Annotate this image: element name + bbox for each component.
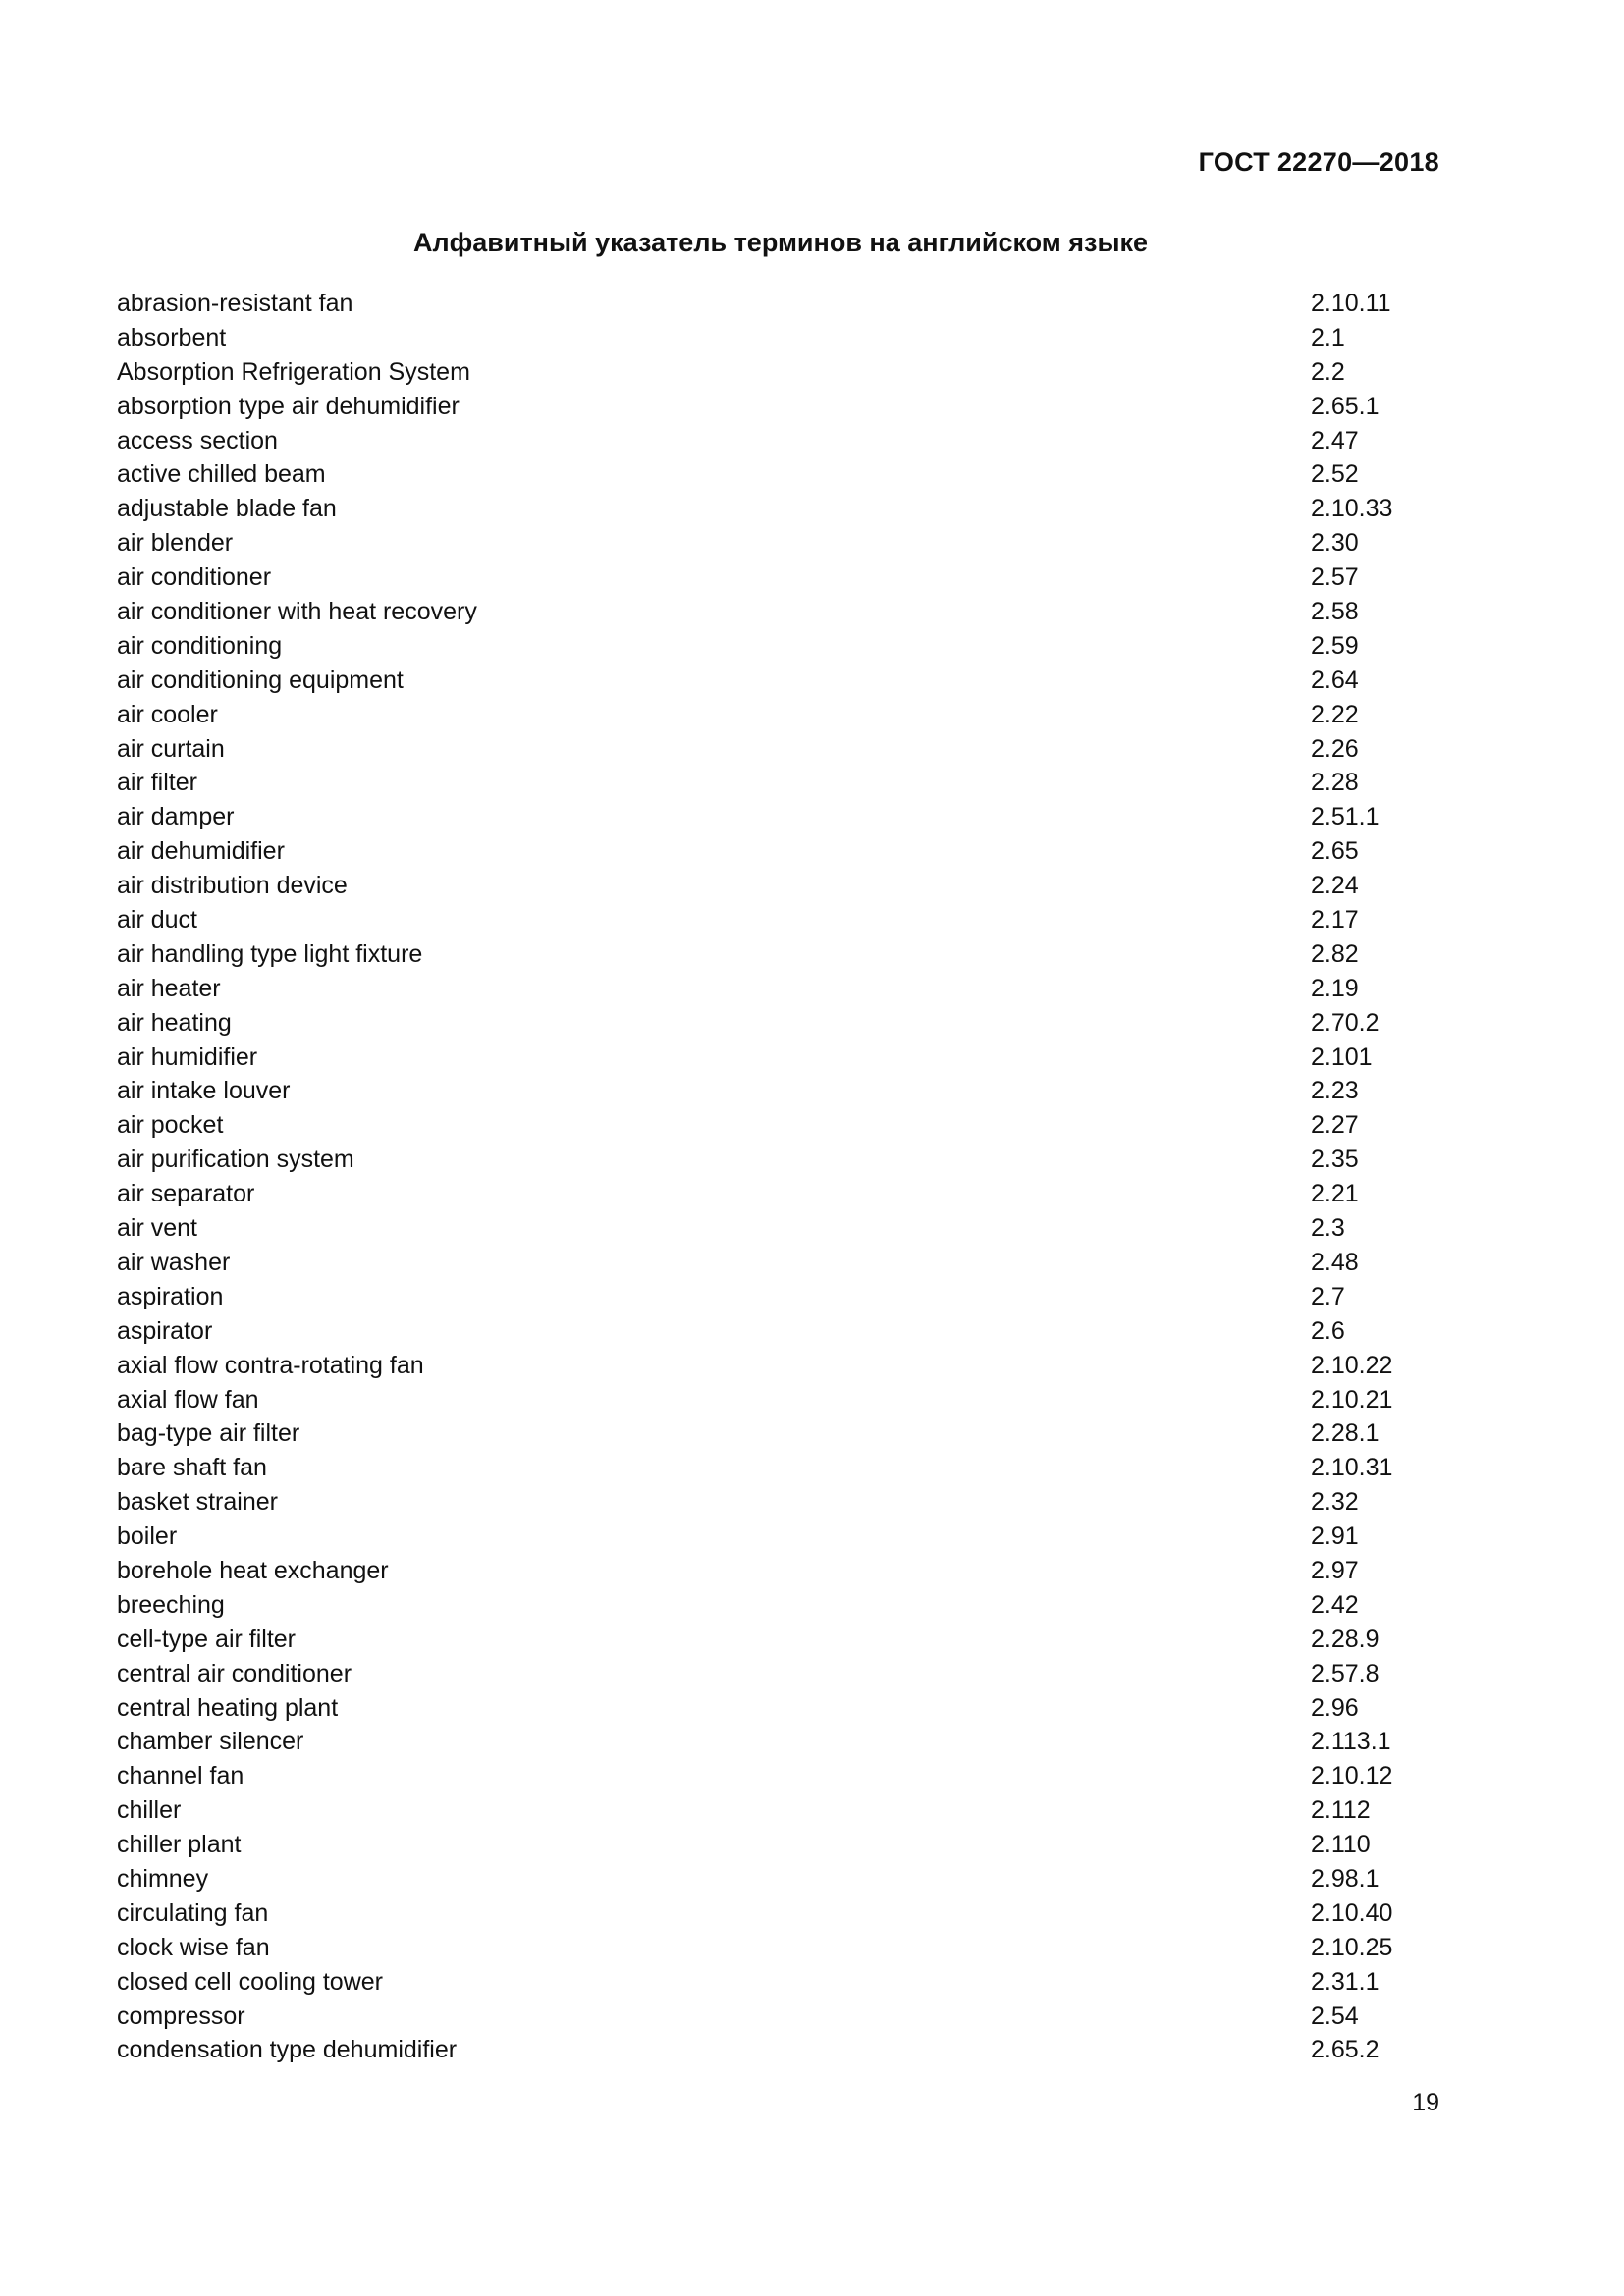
index-entry	[117, 1657, 1433, 1691]
term-reference-number: 2.1	[1311, 323, 1345, 351]
index-entry	[117, 1074, 1433, 1108]
term-reference-number: 2.70.2	[1311, 1008, 1380, 1037]
term-text: channel fan	[117, 1762, 244, 1790]
term-text: air distribution device	[117, 872, 348, 900]
page-number: 19	[1412, 2089, 1439, 2116]
index-entry	[117, 2033, 1433, 2067]
index-entry	[117, 321, 1433, 355]
term-text: air humidifier	[117, 1042, 258, 1071]
term-text: chiller	[117, 1796, 182, 1825]
term-reference-number: 2.112	[1311, 1796, 1371, 1825]
term-reference-number: 2.65.2	[1311, 2036, 1380, 2064]
index-entry	[117, 834, 1433, 869]
term-reference-number: 2.82	[1311, 939, 1359, 968]
term-text: air pocket	[117, 1111, 224, 1140]
index-entry	[117, 1623, 1433, 1657]
term-text: air curtain	[117, 734, 225, 763]
term-reference-number: 2.26	[1311, 734, 1359, 763]
index-entry	[117, 664, 1433, 698]
index-entry	[117, 1143, 1433, 1177]
term-reference-number: 2.97	[1311, 1556, 1359, 1584]
term-reference-number: 2.65	[1311, 837, 1359, 866]
term-text: boiler	[117, 1522, 178, 1551]
index-entry	[117, 526, 1433, 561]
index-entry	[117, 766, 1433, 800]
term-text: air conditioning equipment	[117, 666, 404, 694]
term-reference-number: 2.42	[1311, 1590, 1359, 1619]
term-reference-number: 2.110	[1311, 1831, 1371, 1859]
term-text: air intake louver	[117, 1077, 291, 1105]
term-reference-number: 2.24	[1311, 872, 1359, 900]
term-text: aspiration	[117, 1282, 224, 1310]
term-reference-number: 2.19	[1311, 974, 1359, 1002]
index-entry	[117, 1349, 1433, 1383]
term-text: closed cell cooling tower	[117, 1967, 383, 1996]
term-text: air blender	[117, 529, 234, 558]
index-entry	[117, 390, 1433, 424]
index-entry	[117, 287, 1433, 321]
term-text: air separator	[117, 1180, 255, 1208]
term-reference-number: 2.52	[1311, 460, 1359, 489]
section-title: Алфавитный указатель терминов на английском языке	[412, 228, 1149, 257]
term-text: cell-type air filter	[117, 1625, 296, 1653]
term-reference-number: 2.28.9	[1311, 1625, 1380, 1653]
term-text: chiller plant	[117, 1831, 242, 1859]
term-text: bag-type air filter	[117, 1419, 300, 1448]
term-text: air purification system	[117, 1146, 354, 1174]
index-entry	[117, 457, 1433, 492]
term-text: air washer	[117, 1248, 231, 1276]
index-entry	[117, 1383, 1433, 1417]
term-text: axial flow fan	[117, 1385, 259, 1414]
index-entry	[117, 1451, 1433, 1485]
term-text: central air conditioner	[117, 1659, 352, 1687]
term-reference-number: 2.48	[1311, 1248, 1359, 1276]
term-reference-number: 2.57	[1311, 563, 1359, 592]
term-text: Absorption Refrigeration System	[117, 357, 470, 386]
term-text: chamber silencer	[117, 1728, 304, 1756]
term-reference-number: 2.51.1	[1311, 803, 1380, 831]
index-entry	[117, 937, 1433, 972]
term-reference-number: 2.2	[1311, 357, 1345, 386]
index-entry	[117, 1862, 1433, 1896]
index-entry	[117, 629, 1433, 664]
index-entry	[117, 1691, 1433, 1726]
index-entry	[117, 972, 1433, 1006]
index-entry	[117, 869, 1433, 903]
term-reference-number: 2.21	[1311, 1180, 1359, 1208]
term-reference-number: 2.28.1	[1311, 1419, 1380, 1448]
term-reference-number: 2.32	[1311, 1488, 1359, 1517]
index-entry	[117, 1588, 1433, 1623]
term-reference-number: 2.10.22	[1311, 1351, 1393, 1379]
term-text: borehole heat exchanger	[117, 1556, 389, 1584]
term-text: adjustable blade fan	[117, 495, 337, 523]
term-reference-number: 2.3	[1311, 1214, 1345, 1243]
term-text: circulating fan	[117, 1898, 269, 1927]
index-entry	[117, 1108, 1433, 1143]
term-reference-number: 2.64	[1311, 666, 1359, 694]
term-reference-number: 2.28	[1311, 769, 1359, 797]
term-reference-number: 2.113.1	[1311, 1728, 1391, 1756]
term-text: air conditioner	[117, 563, 272, 592]
term-text: bare shaft fan	[117, 1454, 267, 1482]
term-text: air conditioner with heat recovery	[117, 598, 477, 626]
term-text: air vent	[117, 1214, 197, 1243]
index-entry	[117, 1416, 1433, 1451]
term-text: axial flow contra-rotating fan	[117, 1351, 424, 1379]
index-entry	[117, 1931, 1433, 1965]
term-text: compressor	[117, 2002, 245, 2030]
term-text: condensation type dehumidifier	[117, 2036, 458, 2064]
index-entry	[117, 2000, 1433, 2034]
term-reference-number: 2.22	[1311, 700, 1359, 728]
term-reference-number: 2.10.11	[1311, 290, 1391, 317]
term-text: clock wise fan	[117, 1933, 270, 1961]
term-text: abrasion-resistant fan	[117, 290, 353, 317]
term-text: air conditioning	[117, 631, 283, 660]
term-reference-number: 2.10.31	[1311, 1454, 1393, 1482]
term-reference-number: 2.27	[1311, 1111, 1359, 1140]
index-entry	[117, 1896, 1433, 1931]
term-reference-number: 2.7	[1311, 1282, 1345, 1310]
term-text: absorption type air dehumidifier	[117, 392, 460, 420]
index-entry	[117, 355, 1433, 390]
index-entry	[117, 561, 1433, 595]
index-entry	[117, 424, 1433, 458]
term-reference-number: 2.47	[1311, 426, 1359, 454]
term-text: basket strainer	[117, 1488, 278, 1517]
index-entry	[117, 1759, 1433, 1793]
term-reference-number: 2.96	[1311, 1693, 1359, 1722]
term-reference-number: 2.10.40	[1311, 1898, 1393, 1927]
index-entry	[117, 1793, 1433, 1828]
term-reference-number: 2.58	[1311, 598, 1359, 626]
index-entry	[117, 1211, 1433, 1246]
index-entry	[117, 903, 1433, 937]
term-reference-number: 2.98.1	[1311, 1864, 1380, 1893]
term-text: absorbent	[117, 323, 227, 351]
term-reference-number: 2.57.8	[1311, 1659, 1380, 1687]
term-reference-number: 2.30	[1311, 529, 1359, 558]
term-text: air dehumidifier	[117, 837, 285, 866]
term-text: air filter	[117, 769, 197, 797]
index-entry	[117, 492, 1433, 526]
term-reference-number: 2.59	[1311, 631, 1359, 660]
term-reference-number: 2.91	[1311, 1522, 1359, 1551]
index-entry	[117, 1965, 1433, 2000]
index-entry	[117, 1520, 1433, 1554]
term-reference-number: 2.35	[1311, 1146, 1359, 1174]
index-entry	[117, 1725, 1433, 1759]
term-text: aspirator	[117, 1316, 213, 1345]
index-entry	[117, 1485, 1433, 1520]
term-reference-number: 2.65.1	[1311, 392, 1380, 420]
term-reference-number: 2.101	[1311, 1042, 1373, 1071]
term-reference-number: 2.23	[1311, 1077, 1359, 1105]
term-text: air duct	[117, 906, 197, 934]
term-text: breeching	[117, 1590, 225, 1619]
index-entry	[117, 1280, 1433, 1314]
index-entry	[117, 1177, 1433, 1211]
index-entry	[117, 1006, 1433, 1041]
term-index-list	[117, 287, 1433, 2067]
term-reference-number: 2.54	[1311, 2002, 1359, 2030]
document-code: ГОСТ 22270—2018	[1198, 147, 1439, 177]
index-entry	[117, 1828, 1433, 1862]
term-text: air cooler	[117, 700, 218, 728]
index-entry	[117, 800, 1433, 834]
term-text: active chilled beam	[117, 460, 326, 489]
term-text: chimney	[117, 1864, 209, 1893]
index-entry	[117, 1314, 1433, 1349]
term-text: air heater	[117, 974, 221, 1002]
index-entry	[117, 1041, 1433, 1075]
term-reference-number: 2.17	[1311, 906, 1359, 934]
term-text: air heating	[117, 1008, 232, 1037]
term-text: central heating plant	[117, 1693, 339, 1722]
term-reference-number: 2.10.12	[1311, 1762, 1393, 1790]
term-text: access section	[117, 426, 278, 454]
term-reference-number: 2.10.25	[1311, 1933, 1393, 1961]
index-entry	[117, 732, 1433, 767]
term-reference-number: 2.10.33	[1311, 495, 1393, 523]
term-text: air handling type light fixture	[117, 939, 423, 968]
term-reference-number: 2.10.21	[1311, 1385, 1393, 1414]
term-reference-number: 2.6	[1311, 1316, 1345, 1345]
index-entry	[117, 1246, 1433, 1280]
term-text: air damper	[117, 803, 235, 831]
index-entry	[117, 698, 1433, 732]
index-entry	[117, 1554, 1433, 1588]
term-reference-number: 2.31.1	[1311, 1967, 1380, 1996]
index-entry	[117, 595, 1433, 629]
